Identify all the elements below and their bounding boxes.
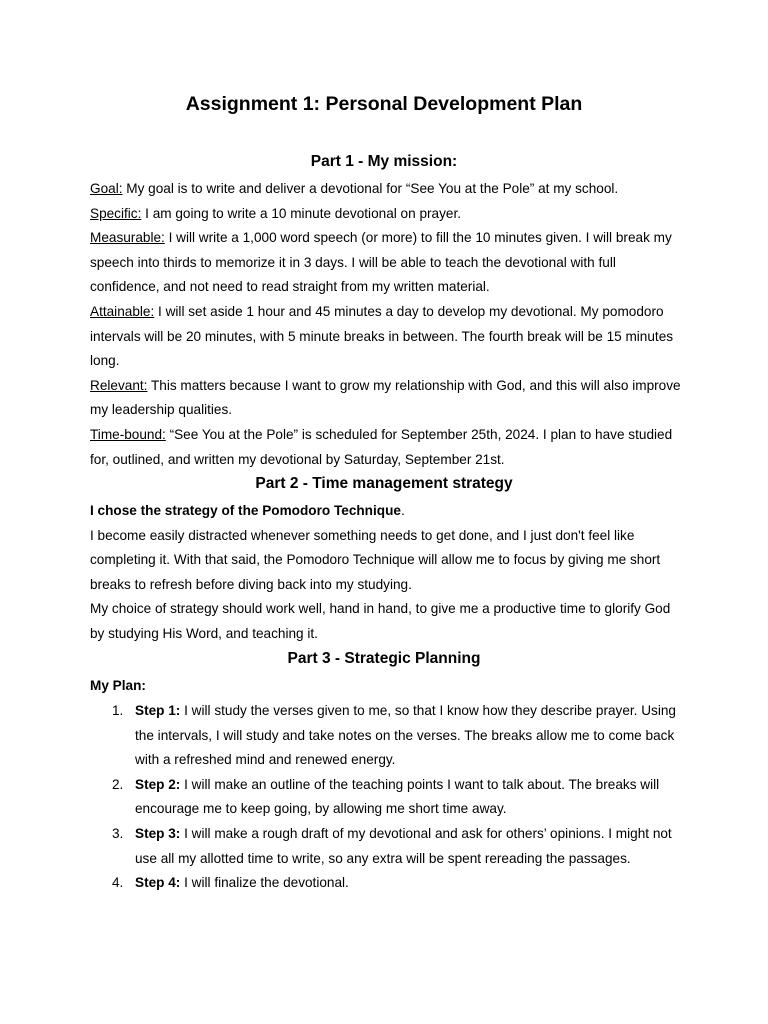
step-text: I will make a rough draft of my devotional and ask for others’ opinions. I might not use all my allotted time to write, so any extra will be spent rereading the passages. (135, 825, 672, 866)
step-text: I will finalize the devotional. (180, 875, 349, 891)
step-text: I will make an outline of the teaching points I want to talk about. The breaks will encourage me to keep going, by allowing me short time away. (135, 776, 660, 817)
measurable-paragraph (90, 226, 686, 300)
document-title: Assignment 1: Personal Development Plan (185, 93, 583, 115)
step-number: 4. (112, 875, 124, 891)
relevant-text: This matters because I want to grow my relationship with God, and this will also improve my leadership qualities. (90, 377, 681, 418)
step-number: 2. (112, 776, 124, 792)
time-bound-label: Time-bound: (90, 426, 166, 442)
part2-body (90, 499, 686, 647)
specific-text: I am going to write a 10 minute devotional on prayer. (141, 205, 462, 221)
part3-heading: Part 3 - Strategic Planning (287, 650, 481, 667)
time-bound-paragraph (90, 423, 686, 472)
step-label: Step 1: (135, 703, 181, 718)
step-label: Step 4: (135, 875, 181, 891)
list-item (90, 699, 686, 773)
attainable-paragraph (90, 300, 686, 374)
step-label: Step 2: (135, 776, 181, 792)
step-number: 3. (112, 825, 124, 841)
list-item (90, 773, 686, 822)
part1-body (90, 177, 686, 472)
relevant-label: Relevant: (90, 377, 148, 393)
goal-paragraph (90, 177, 686, 202)
list-item (90, 871, 686, 896)
step-text: I will study the verses given to me, so that I know how they describe prayer. Using the intervals, I will study and take notes on the verses. The breaks allow me to come back with a refreshed mind and renewed energy. (135, 703, 676, 768)
goal-label: Goal: (90, 181, 123, 196)
step-label: Step 3: (135, 825, 181, 841)
strategy-paragraph-2: My choice of strategy should work well, hand in hand, to give me a productive time to glorify God by studying His Word, and teaching it. (90, 601, 671, 641)
plan-label-block (90, 674, 686, 699)
measurable-text: I will write a 1,000 word speech (or more) to fill the 10 minutes given. I will break my speech into thirds to memorize it in 3 days. I will be able to teach the devotional with full confidence, and not need to read straight from my written material. (90, 230, 672, 295)
part2-heading: Part 2 - Time management strategy (255, 475, 513, 492)
strategy-paragraph-1: I become easily distracted whenever something needs to get done, and I just don't feel like completing it. With that said, the Pomodoro Technique will allow me to focus by giving me short breaks to refresh before diving back into my studying. (90, 527, 661, 592)
strategy-choice-end: . (400, 503, 405, 518)
specific-paragraph (90, 202, 686, 227)
part1-heading: Part 1 - My mission: (310, 153, 458, 170)
time-bound-text: “See You at the Pole” is scheduled for September 25th, 2024. I plan to have studied for, outlined, and written my devotional by Saturday, September 21st. (90, 426, 673, 467)
strategy-choice (90, 499, 686, 524)
measurable-label: Measurable: (90, 230, 165, 246)
goal-text: My goal is to write and deliver a devotional for “See You at the Pole” at my school. (122, 181, 619, 196)
step-number: 1. (112, 703, 124, 718)
attainable-label: Attainable: (90, 303, 155, 319)
specific-label: Specific: (90, 205, 142, 221)
list-item (90, 822, 686, 871)
plan-steps-list (90, 699, 686, 896)
relevant-paragraph (90, 374, 686, 423)
attainable-text: I will set aside 1 hour and 45 minutes a day to develop my devotional. My pomodoro intervals will be 20 minutes, with 5 minute breaks in between. The fourth break will be 15 minutes long. (90, 303, 674, 369)
plan-label: My Plan: (90, 678, 146, 693)
strategy-choice-bold: I chose the strategy of the Pomodoro Technique (90, 503, 401, 518)
